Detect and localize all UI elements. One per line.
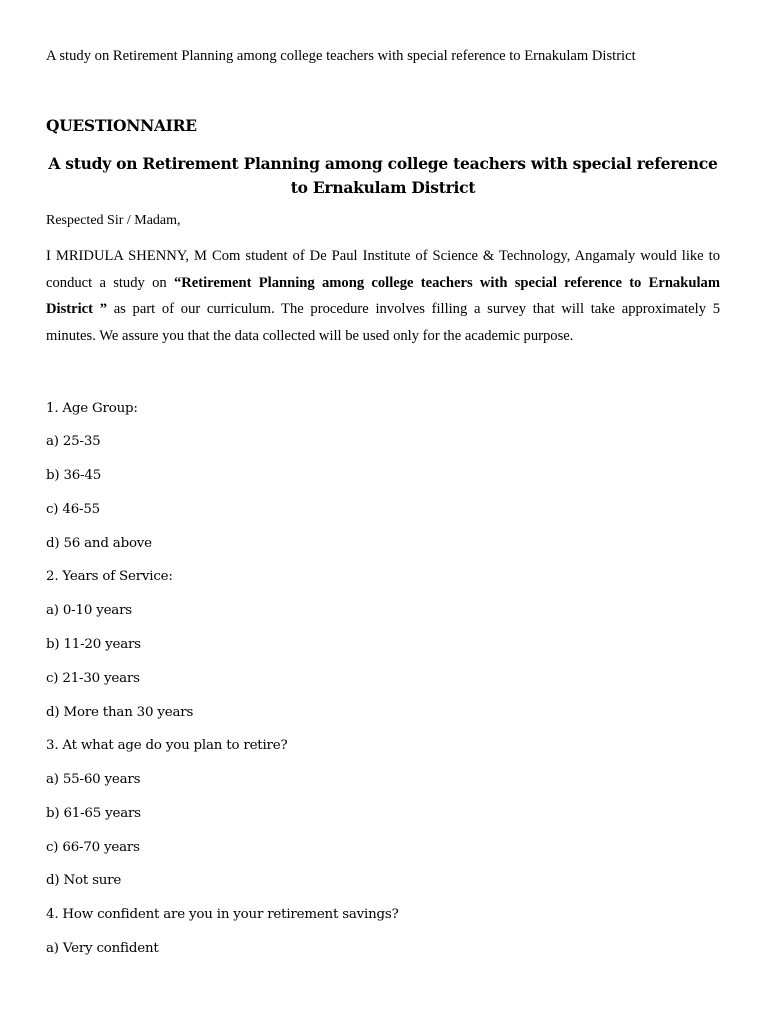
q2-option-d: d) More than 30 years	[46, 705, 194, 720]
q2-option-c: c) 21-30 years	[46, 671, 140, 686]
q3-option-d: d) Not sure	[46, 873, 122, 888]
q2-option-b: b) 11-20 years	[46, 637, 141, 652]
question-3: 3. At what age do you plan to retire?	[46, 738, 288, 753]
q1-option-c: c) 46-55	[46, 502, 100, 517]
q4-option-a: a) Very confident	[46, 941, 159, 956]
intro-study-title: “Retirement Planning among college teachers with special reference to Ernakulam District ”	[46, 274, 720, 317]
salutation: Respected Sir / Madam,	[46, 213, 181, 228]
intro-text-start: I MRIDULA SHENNY, M Com student of De Paul Institute of Science & Technology, Angamaly would like to conduct a study on	[46, 248, 720, 291]
q3-option-a: a) 55-60 years	[46, 772, 141, 787]
q3-option-c: c) 66-70 years	[46, 840, 140, 855]
intro-paragraph	[46, 243, 720, 349]
document-title: A study on Retirement Planning among college teachers with special reference to Ernakulam District	[48, 154, 718, 197]
q1-option-a: a) 25-35	[46, 434, 101, 449]
q2-option-a: a) 0-10 years	[46, 603, 132, 618]
section-heading: QUESTIONNAIRE	[46, 116, 197, 135]
q1-option-d: d) 56 and above	[46, 536, 152, 551]
q3-option-b: b) 61-65 years	[46, 806, 141, 821]
running-header: A study on Retirement Planning among college teachers with special reference to Ernakulam District	[46, 48, 636, 64]
intro-text-end: as part of our curriculum. The procedure involves filling a survey that will take approximately 5 minutes. We assure you that the data collected will be used only for the academic purpose.	[46, 301, 720, 344]
question-4: 4. How confident are you in your retirement savings?	[46, 907, 399, 922]
q1-option-b: b) 36-45	[46, 468, 102, 483]
question-2: 2. Years of Service:	[46, 569, 173, 584]
question-1: 1. Age Group:	[46, 401, 138, 416]
